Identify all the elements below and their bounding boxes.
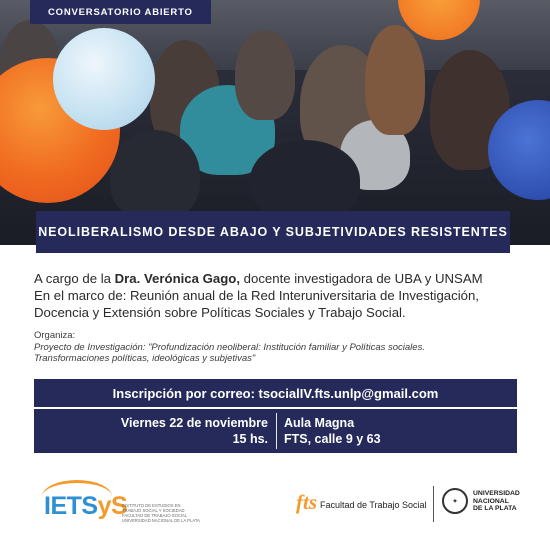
speaker-prefix: A cargo de la: [34, 271, 115, 286]
organizer-label: Organiza:: [34, 330, 76, 341]
logo-divider: [433, 486, 434, 522]
unlp-line-3: DE LA PLATA: [473, 505, 517, 513]
event-place: Aula Magna: [284, 416, 355, 430]
unlp-seal-icon: ✦: [442, 488, 468, 514]
unlp-name: [473, 490, 520, 513]
event-details: [34, 409, 517, 453]
unlp-line-1: UNIVERSIDAD: [473, 490, 520, 497]
unlp-line-2: NACIONAL: [473, 497, 509, 505]
ietsys-subtitle: [122, 503, 232, 523]
event-address: FTS, calle 9 y 63: [284, 432, 381, 446]
ietsys-sub-3: FACULTAD DE TRABAJO SOCIAL: [122, 513, 188, 518]
speaker-name: Dra. Verónica Gago,: [114, 271, 240, 286]
event-date: Viernes 22 de noviembre: [120, 416, 268, 430]
ietsys-sub-4: UNIVERSIDAD NACIONAL DE LA PLATA: [122, 518, 200, 523]
intro-text: [34, 270, 524, 321]
speaker-affiliation: docente investigadora de UBA y UNSAM: [239, 271, 483, 286]
ietsys-wordmark-b: yS: [97, 492, 128, 520]
fts-logo-icon: fts: [296, 490, 317, 514]
event-when: [121, 415, 268, 447]
organizer-block: [34, 330, 524, 365]
fts-name: Facultad de Trabajo Social: [320, 500, 427, 510]
context-line-1: En el marco de: Reunión anual de la Red Interuniversitaria de Investigación,: [34, 288, 479, 303]
context-line-2: Docencia y Extensión sobre Políticas Sociales y Trabajo Social.: [34, 305, 406, 320]
ietsys-wordmark-a: IETS: [44, 492, 98, 520]
details-divider: [276, 413, 277, 449]
ietsys-sub-1: INSTITUTO DE ESTUDIOS EN: [122, 503, 181, 508]
speaker-line: [34, 270, 524, 287]
ietsys-logo: [38, 478, 238, 530]
registration-email: Inscripción por correo: tsocialIV.fts.unlp@gmail.com: [34, 379, 517, 407]
hero-photo: [0, 0, 550, 245]
project-line-2: Transformaciones políticas, ideológicas y subjetivas": [34, 353, 256, 364]
event-where: [284, 415, 381, 447]
light-blue-circle-decor: [53, 28, 155, 130]
project-line-1: Proyecto de Investigación: "Profundización neoliberal: Institución familiar y Políticas sociales.: [34, 341, 425, 353]
event-type-tag: CONVERSATORIO ABIERTO: [30, 0, 211, 24]
ietsys-sub-2: TRABAJO SOCIAL Y SOCIEDAD: [122, 508, 185, 513]
event-time: 15 hs.: [232, 432, 268, 446]
event-title: NEOLIBERALISMO DESDE ABAJO Y SUBJETIVIDADES RESISTENTES: [36, 211, 510, 253]
ietsys-wordmark: [44, 492, 127, 521]
